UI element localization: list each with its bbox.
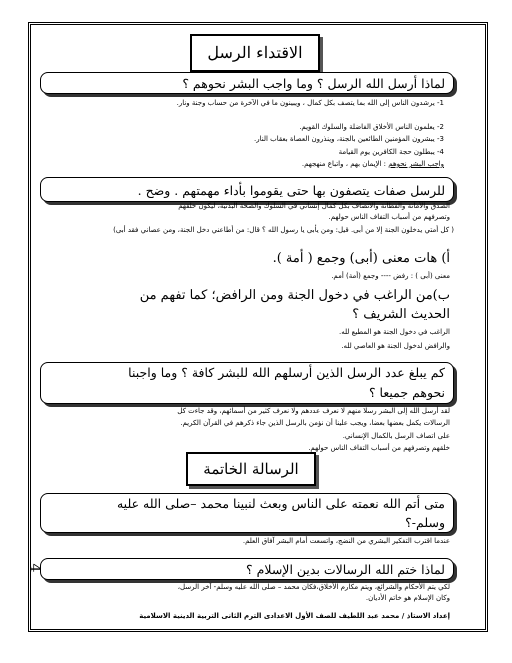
item-number: 1- [437, 99, 444, 107]
page-title: الاقتداء الرسل [190, 34, 320, 72]
q4-answer-line-4: خلقهم وتصرفهم من أسباب التفاف الناس حولهم. [308, 444, 450, 452]
question-box-2: للرسل صفات يتصفون بها حتى يقوموا بأداء مهمتهم . وضح . [40, 177, 454, 202]
item-text: يبطلون حجة الكافرين يوم القيامة [338, 148, 435, 156]
section-title-ending: الرسالة الخاتمة [186, 452, 316, 486]
q2-answer-line-1: الصدق والأمانة والفطانة والاتصاف بكل كمال إنساني في السلوك والصحة البدنية، ليكون خلقهم [178, 202, 450, 210]
question-5-line-1: متى أتم الله نعمته على الناس وبعث لنبينا محمد –صلى الله عليه [116, 496, 445, 511]
q4-answer-line-1: لقد أرسل الله إلى البشر رسلا منهم لا نعرف عددهم ولا نعرف كثير من أسمائهم، وقد جاءت كل [177, 407, 450, 415]
list-item [60, 135, 444, 144]
question-5-line-2: وسلم-؟ [405, 515, 445, 530]
page-number: 4 [26, 563, 43, 573]
q5-answer: عندما اقترب التفكير البشري من النضج، واتسعت أمام البشر آفاق العلم. [242, 537, 450, 545]
question-b-line-2: الحديث الشريف ؟ [352, 307, 450, 322]
question-4-line-2: نحوهم جميعا ؟ [368, 385, 445, 400]
hadith-text: ( كل أمتي يدخلون الجنة إلا من أبى. قيل: ومن يأبى يا رسول الله ؟ قال: من أطاعني دخل الجنة، ومن عصاني فقد أبى) [113, 226, 454, 234]
list-item [60, 123, 444, 132]
question-box-4 [40, 362, 454, 404]
item-text: يرشدون الناس إلى الله بما يتصف بكل كمال ، ويبينون ما في الآخرة من حساب وجنة ونار. [176, 99, 435, 107]
q4-answer-line-2: الرسالات يكمل بعضها بعضا، ويجب علينا أن نؤمن بالرسل الذين جاء ذكرهم في القرآن الكريم. [180, 419, 450, 427]
duty-text: : الإيمان بهم ، واتباع منهجهم. [301, 160, 387, 168]
question-4-line-1: كم يبلغ عدد الرسل الذين أرسلهم الله للبشر كافة ؟ وما واجبنا [128, 365, 445, 380]
duty-label: واجب البشر نحوهم [388, 160, 444, 168]
list-item [60, 99, 444, 108]
duty-line [60, 160, 444, 169]
question-box-1: لماذا أرسل الله الرسل ؟ وما واجب البشر نحوهم ؟ [40, 72, 454, 94]
answer-b-line-1: الراغب في دخول الجنة هو المطيع لله. [339, 328, 450, 336]
footer-credit: إعداد الاستاذ / محمد عبد اللطيف للصف الأول الاعدادى الترم الثانى التربية الدينية الاسلامية [139, 612, 450, 620]
question-a: أ) هات معنى (أبى) وجمع ( أمة ). [272, 251, 450, 266]
item-text: يعلمون الناس الأخلاق الفاضلة والسلوك القويم. [299, 123, 435, 131]
q6-answer-line-1: لكي يتم الأحكام والشرائع، ويتم مكارم الأخلاق،فكان محمد – صلى الله عليه وسلم- آخر الرسل، [177, 583, 450, 591]
item-text: يبشرون المؤمنين الطائعين بالجنة، وينذرون العصاة بعقاب النار. [254, 135, 435, 143]
q4-answer-line-3: على اتصاف الرسل بالكمال الإنساني. [342, 432, 450, 440]
list-item [60, 148, 444, 157]
item-number: 4- [437, 148, 444, 156]
question-box-6: لماذا ختم الله الرسالات بدين الإسلام ؟ [40, 558, 454, 580]
question-b-line-1: ب)من الراغب في دخول الجنة ومن الرافض؛ كما تفهم من [139, 288, 450, 303]
item-number: 3- [437, 135, 444, 143]
answer-a: معنى (أبى ) : رفض ---- وجمع (أمة) أمم. [331, 272, 450, 280]
answer-b-line-2: والرافض لدخول الجنة هو العاصي لله. [341, 342, 450, 350]
q6-answer-line-2: وكان الإسلام هو خاتم الأديان. [365, 594, 450, 602]
question-box-5 [40, 493, 454, 533]
item-number: 2- [437, 123, 444, 131]
q2-answer-line-2: وتصرفهم من أسباب التفاف الناس حولهم. [328, 213, 450, 221]
